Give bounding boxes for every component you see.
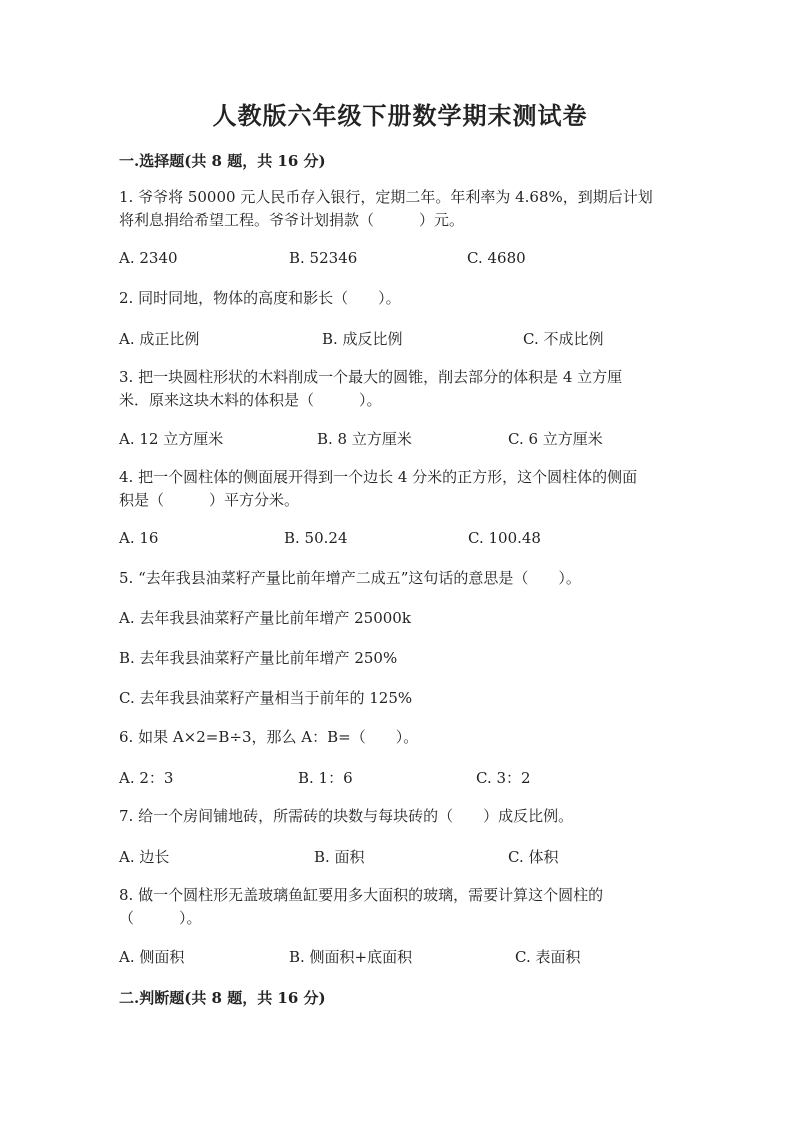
option-a: A. 16 xyxy=(119,529,159,547)
question-line: 8. 做一个圆柱形无盖玻璃鱼缸要用多大面积的玻璃，需要计算这个圆柱的 xyxy=(119,886,604,904)
option-a: A. 12 立方厘米 xyxy=(119,430,224,448)
question-line: 5. “去年我县油菜籽产量比前年增产二成五”这句话的意思是（ ）。 xyxy=(119,569,581,587)
question-3 xyxy=(119,366,679,412)
question-line: （ ）。 xyxy=(119,909,202,927)
options-1 xyxy=(119,249,719,271)
option-b: B. 侧面积+底面积 xyxy=(289,948,413,966)
section-heading-choice: 一.选择题(共 8 题，共 16 分) xyxy=(119,152,326,170)
option-c: C. 不成比例 xyxy=(523,330,604,348)
option-c: C. 去年我县油菜籽产量相当于前年的 125% xyxy=(119,689,413,707)
question-1 xyxy=(119,186,679,232)
options-6 xyxy=(119,767,719,789)
options-8 xyxy=(119,946,719,968)
option-c: C. 100.48 xyxy=(468,529,541,547)
question-5 xyxy=(119,567,679,590)
question-line: 4. 把一个圆柱体的侧面展开得到一个边长 4 分米的正方形，这个圆柱体的侧面 xyxy=(119,468,638,486)
options-7 xyxy=(119,846,719,868)
option-c: C. 3：2 xyxy=(476,769,531,787)
option-a: A. 成正比例 xyxy=(119,330,200,348)
option-b: B. 面积 xyxy=(314,848,365,866)
question-line: 1. 爷爷将 50000 元人民币存入银行，定期二年。年利率为 4.68%，到期后计划 xyxy=(119,188,653,206)
question-4 xyxy=(119,466,679,512)
options-2 xyxy=(119,328,719,350)
option-b: B. 50.24 xyxy=(284,529,348,547)
section-heading-judgement: 二.判断题(共 8 题，共 16 分) xyxy=(119,989,326,1007)
question-8 xyxy=(119,884,679,930)
option-b: B. 8 立方厘米 xyxy=(317,430,412,448)
question-line: 2. 同时同地，物体的高度和影长（ ）。 xyxy=(119,289,401,307)
options-4 xyxy=(119,529,719,551)
option-b: B. 52346 xyxy=(289,249,358,267)
question-7 xyxy=(119,805,679,828)
question-6 xyxy=(119,726,679,749)
option-b: B. 去年我县油菜籽产量比前年增产 250% xyxy=(119,649,398,667)
option-c: C. 表面积 xyxy=(515,948,581,966)
option-a: A. 2：3 xyxy=(119,769,174,787)
option-a: A. 去年我县油菜籽产量比前年增产 25000k xyxy=(119,609,411,627)
question-line: 米．原来这块木料的体积是（ ）。 xyxy=(119,391,382,409)
question-2 xyxy=(119,287,679,310)
option-a: A. 侧面积 xyxy=(119,948,185,966)
question-line: 7. 给一个房间铺地砖，所需砖的块数与每块砖的（ ）成反比例。 xyxy=(119,807,574,825)
option-c: C. 4680 xyxy=(467,249,526,267)
option-b: B. 成反比例 xyxy=(322,330,403,348)
question-line: 3. 把一块圆柱形状的木料削成一个最大的圆锥，削去部分的体积是 4 立方厘 xyxy=(119,368,623,386)
question-line: 将利息捐给希望工程。爷爷计划捐款（ ）元。 xyxy=(119,211,465,229)
options-3 xyxy=(119,428,719,450)
option-a: A. 2340 xyxy=(119,249,178,267)
option-c: C. 6 立方厘米 xyxy=(508,430,603,448)
option-b: B. 1：6 xyxy=(298,769,353,787)
page-title: 人教版六年级下册数学期末测试卷 xyxy=(212,101,588,130)
option-c: C. 体积 xyxy=(508,848,559,866)
question-line: 积是（ ）平方分米。 xyxy=(119,491,300,509)
question-line: 6. 如果 A×2=B÷3，那么 A：B=（ ）。 xyxy=(119,728,419,746)
option-a: A. 边长 xyxy=(119,848,170,866)
